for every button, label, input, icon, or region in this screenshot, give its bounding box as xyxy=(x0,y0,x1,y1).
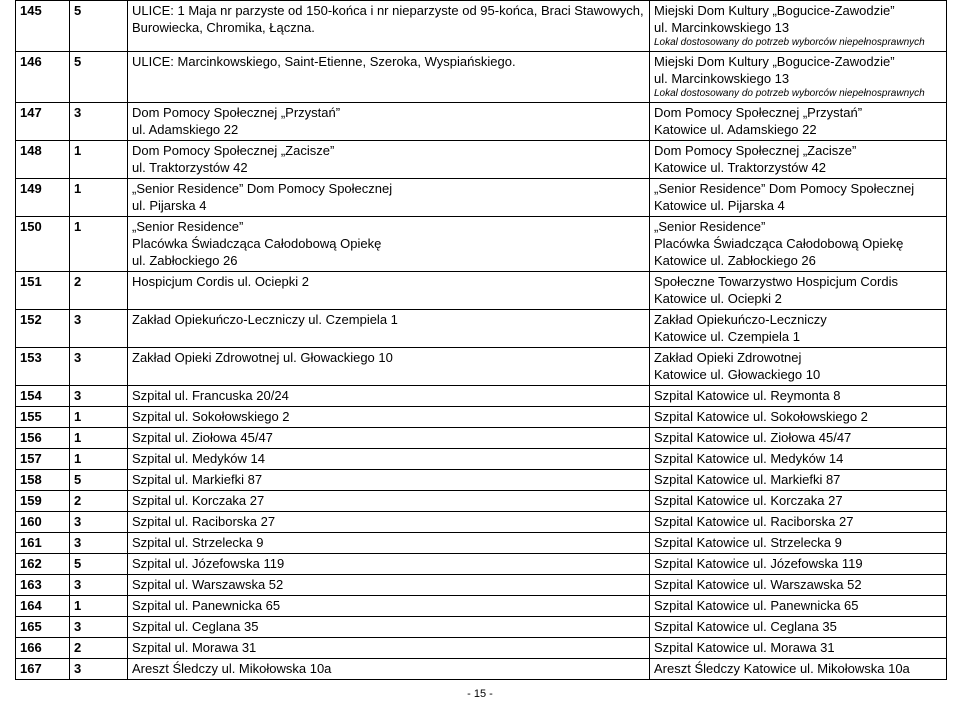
district-area xyxy=(128,575,650,596)
commission-count: 1 xyxy=(70,428,128,449)
district-area xyxy=(128,512,650,533)
area-line: Szpital ul. Medyków 14 xyxy=(132,451,265,466)
commission-count: 1 xyxy=(70,217,128,272)
location-line: Katowice ul. Traktorzystów 42 xyxy=(654,160,826,175)
commission-location xyxy=(650,533,947,554)
commission-count: 1 xyxy=(70,596,128,617)
district-area xyxy=(128,1,650,52)
location-line: Szpital Katowice ul. Ceglana 35 xyxy=(654,619,837,634)
district-number: 167 xyxy=(16,659,70,680)
commission-location xyxy=(650,1,947,52)
district-area xyxy=(128,596,650,617)
location-line: Dom Pomocy Społecznej „Przystań” xyxy=(654,105,863,120)
commission-location xyxy=(650,52,947,103)
location-line: Szpital Katowice ul. Strzelecka 9 xyxy=(654,535,842,550)
area-line: Zakład Opiekuńczo-Leczniczy ul. Czempiela 1 xyxy=(132,312,398,327)
district-number: 163 xyxy=(16,575,70,596)
area-line: ul. Zabłockiego 26 xyxy=(132,253,238,268)
table-row xyxy=(16,575,947,596)
location-line: Szpital Katowice ul. Medyków 14 xyxy=(654,451,844,466)
district-number: 147 xyxy=(16,103,70,141)
commission-location xyxy=(650,141,947,179)
district-number: 161 xyxy=(16,533,70,554)
area-line: Zakład Opieki Zdrowotnej ul. Głowackiego 10 xyxy=(132,350,393,365)
area-line: Szpital ul. Ziołowa 45/47 xyxy=(132,430,273,445)
table-row xyxy=(16,217,947,272)
commission-location xyxy=(650,103,947,141)
district-area xyxy=(128,554,650,575)
table-row xyxy=(16,272,947,310)
district-number: 165 xyxy=(16,617,70,638)
table-row xyxy=(16,179,947,217)
location-line: ul. Marcinkowskiego 13 xyxy=(654,20,790,35)
area-line: ul. Adamskiego 22 xyxy=(132,122,239,137)
area-line: Hospicjum Cordis ul. Ociepki 2 xyxy=(132,274,310,289)
area-line: Szpital ul. Ceglana 35 xyxy=(132,619,259,634)
commission-count: 5 xyxy=(70,470,128,491)
district-number: 152 xyxy=(16,310,70,348)
commission-count: 2 xyxy=(70,638,128,659)
area-line: Szpital ul. Francuska 20/24 xyxy=(132,388,289,403)
district-area xyxy=(128,310,650,348)
district-number: 164 xyxy=(16,596,70,617)
commission-count: 3 xyxy=(70,512,128,533)
area-line: „Senior Residence” xyxy=(132,219,244,234)
table-row xyxy=(16,554,947,575)
district-number: 155 xyxy=(16,407,70,428)
table-row xyxy=(16,428,947,449)
commission-location xyxy=(650,272,947,310)
commission-location xyxy=(650,596,947,617)
district-area xyxy=(128,407,650,428)
district-area xyxy=(128,428,650,449)
location-line: Miejski Dom Kultury „Bogucice-Zawodzie” xyxy=(654,3,895,18)
commission-location xyxy=(650,491,947,512)
commission-count: 1 xyxy=(70,407,128,428)
commission-location xyxy=(650,179,947,217)
table-row xyxy=(16,491,947,512)
district-area xyxy=(128,141,650,179)
table-row xyxy=(16,617,947,638)
location-line: Miejski Dom Kultury „Bogucice-Zawodzie” xyxy=(654,54,895,69)
accessibility-note: Lokal dostosowany do potrzeb wyborców niepełnosprawnych xyxy=(654,37,925,48)
table-row xyxy=(16,596,947,617)
table-row xyxy=(16,512,947,533)
location-line: Szpital Katowice ul. Reymonta 8 xyxy=(654,388,841,403)
location-line: Katowice ul. Głowackiego 10 xyxy=(654,367,821,382)
area-line: Dom Pomocy Społecznej „Zacisze” xyxy=(132,143,335,158)
commission-location xyxy=(650,217,947,272)
area-line: Szpital ul. Sokołowskiego 2 xyxy=(132,409,290,424)
commission-location xyxy=(650,554,947,575)
area-line: Areszt Śledczy ul. Mikołowska 10a xyxy=(132,661,332,676)
district-number: 156 xyxy=(16,428,70,449)
area-line: „Senior Residence” Dom Pomocy Społecznej xyxy=(132,181,393,196)
commission-count: 3 xyxy=(70,533,128,554)
table-row xyxy=(16,103,947,141)
location-line: Szpital Katowice ul. Ziołowa 45/47 xyxy=(654,430,852,445)
commission-location xyxy=(650,470,947,491)
district-number: 160 xyxy=(16,512,70,533)
table-row xyxy=(16,386,947,407)
commission-count: 5 xyxy=(70,554,128,575)
commission-location xyxy=(650,449,947,470)
commission-count: 2 xyxy=(70,272,128,310)
commission-count: 3 xyxy=(70,617,128,638)
commission-location xyxy=(650,638,947,659)
district-number: 162 xyxy=(16,554,70,575)
area-line: ULICE: Marcinkowskiego, Saint-Etienne, Szeroka, Wyspiańskiego. xyxy=(132,54,516,69)
district-area xyxy=(128,470,650,491)
table-row xyxy=(16,407,947,428)
location-line: „Senior Residence” Dom Pomocy Społecznej xyxy=(654,181,915,196)
area-line: Szpital ul. Józefowska 119 xyxy=(132,556,285,571)
district-number: 159 xyxy=(16,491,70,512)
area-line: Dom Pomocy Społecznej „Przystań” xyxy=(132,105,341,120)
commission-count: 3 xyxy=(70,103,128,141)
area-line: Szpital ul. Morawa 31 xyxy=(132,640,257,655)
location-line: Katowice ul. Pijarska 4 xyxy=(654,198,785,213)
district-number: 145 xyxy=(16,1,70,52)
table-row xyxy=(16,470,947,491)
district-area xyxy=(128,52,650,103)
area-line: Placówka Świadcząca Całodobową Opiekę xyxy=(132,236,382,251)
district-area xyxy=(128,638,650,659)
table-row xyxy=(16,348,947,386)
commission-count: 1 xyxy=(70,449,128,470)
district-area xyxy=(128,533,650,554)
commission-count: 5 xyxy=(70,1,128,52)
table-row xyxy=(16,449,947,470)
commission-location xyxy=(650,659,947,680)
district-area xyxy=(128,449,650,470)
district-area xyxy=(128,491,650,512)
location-line: Społeczne Towarzystwo Hospicjum Cordis xyxy=(654,274,898,289)
district-number: 150 xyxy=(16,217,70,272)
table-row xyxy=(16,638,947,659)
district-area xyxy=(128,217,650,272)
location-line: ul. Marcinkowskiego 13 xyxy=(654,71,790,86)
area-line: Szpital ul. Raciborska 27 xyxy=(132,514,276,529)
district-number: 153 xyxy=(16,348,70,386)
district-number: 149 xyxy=(16,179,70,217)
location-line: Dom Pomocy Społecznej „Zacisze” xyxy=(654,143,857,158)
district-area xyxy=(128,272,650,310)
commission-count: 3 xyxy=(70,310,128,348)
districts-table xyxy=(15,0,947,680)
area-line: Szpital ul. Markiefki 87 xyxy=(132,472,263,487)
district-area xyxy=(128,179,650,217)
district-area xyxy=(128,103,650,141)
commission-location xyxy=(650,310,947,348)
area-line: ul. Pijarska 4 xyxy=(132,198,207,213)
commission-location xyxy=(650,512,947,533)
location-line: Katowice ul. Adamskiego 22 xyxy=(654,122,817,137)
location-line: „Senior Residence” xyxy=(654,219,766,234)
location-line: Szpital Katowice ul. Sokołowskiego 2 xyxy=(654,409,868,424)
commission-count: 3 xyxy=(70,575,128,596)
commission-location xyxy=(650,575,947,596)
location-line: Areszt Śledczy Katowice ul. Mikołowska 10a xyxy=(654,661,910,676)
area-line: Szpital ul. Korczaka 27 xyxy=(132,493,265,508)
location-line: Szpital Katowice ul. Korczaka 27 xyxy=(654,493,843,508)
district-number: 158 xyxy=(16,470,70,491)
location-line: Szpital Katowice ul. Józefowska 119 xyxy=(654,556,863,571)
table-row xyxy=(16,310,947,348)
commission-count: 1 xyxy=(70,179,128,217)
area-line: Szpital ul. Panewnicka 65 xyxy=(132,598,281,613)
commission-count: 3 xyxy=(70,386,128,407)
commission-location xyxy=(650,428,947,449)
commission-location xyxy=(650,407,947,428)
table-row xyxy=(16,141,947,179)
commission-location xyxy=(650,617,947,638)
commission-count: 2 xyxy=(70,491,128,512)
area-line: Szpital ul. Warszawska 52 xyxy=(132,577,284,592)
location-line: Placówka Świadcząca Całodobową Opiekę xyxy=(654,236,904,251)
table-row xyxy=(16,1,947,52)
location-line: Zakład Opiekuńczo-Leczniczy xyxy=(654,312,827,327)
commission-location xyxy=(650,348,947,386)
location-line: Katowice ul. Zabłockiego 26 xyxy=(654,253,816,268)
location-line: Szpital Katowice ul. Panewnicka 65 xyxy=(654,598,859,613)
location-line: Katowice ul. Czempiela 1 xyxy=(654,329,800,344)
table-row xyxy=(16,52,947,103)
page-number: - 15 - xyxy=(467,688,493,700)
area-line: ul. Traktorzystów 42 xyxy=(132,160,248,175)
district-number: 157 xyxy=(16,449,70,470)
table-body xyxy=(16,1,947,680)
commission-location xyxy=(650,386,947,407)
district-area xyxy=(128,617,650,638)
table-row xyxy=(16,533,947,554)
commission-count: 1 xyxy=(70,141,128,179)
location-line: Szpital Katowice ul. Raciborska 27 xyxy=(654,514,854,529)
area-line: ULICE: 1 Maja nr parzyste od 150-końca i nr nieparzyste od 95-końca, Braci Stawowych, Burowiecka, Chromika, Łączna. xyxy=(132,3,644,35)
table-row xyxy=(16,659,947,680)
commission-count: 3 xyxy=(70,348,128,386)
district-area xyxy=(128,659,650,680)
commission-count: 5 xyxy=(70,52,128,103)
location-line: Zakład Opieki Zdrowotnej xyxy=(654,350,802,365)
location-line: Szpital Katowice ul. Morawa 31 xyxy=(654,640,835,655)
location-line: Katowice ul. Ociepki 2 xyxy=(654,291,782,306)
location-line: Szpital Katowice ul. Warszawska 52 xyxy=(654,577,862,592)
district-number: 146 xyxy=(16,52,70,103)
district-area xyxy=(128,348,650,386)
location-line: Szpital Katowice ul. Markiefki 87 xyxy=(654,472,841,487)
district-number: 166 xyxy=(16,638,70,659)
district-number: 154 xyxy=(16,386,70,407)
commission-count: 3 xyxy=(70,659,128,680)
area-line: Szpital ul. Strzelecka 9 xyxy=(132,535,264,550)
accessibility-note: Lokal dostosowany do potrzeb wyborców niepełnosprawnych xyxy=(654,88,925,99)
district-area xyxy=(128,386,650,407)
district-number: 148 xyxy=(16,141,70,179)
district-number: 151 xyxy=(16,272,70,310)
